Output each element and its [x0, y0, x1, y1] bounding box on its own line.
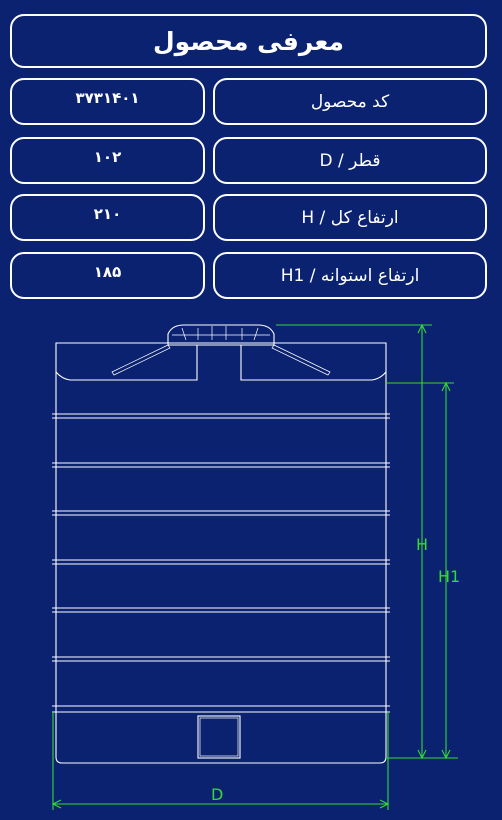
spec-label-product-code: کد محصول	[213, 78, 487, 125]
spec-value-cylinder-height: ۱۸۵	[10, 252, 205, 299]
tank-outline	[52, 325, 390, 763]
tank-drawing	[0, 318, 502, 820]
dimension-label-h: H	[416, 535, 429, 554]
dimension-lines	[53, 325, 461, 810]
spec-label-total-height: ارتفاع کل / H	[213, 194, 487, 241]
spec-label-diameter: قطر / D	[213, 137, 487, 184]
spec-label-cylinder-height: ارتفاع استوانه / H1	[213, 252, 487, 299]
dimension-label-d: D	[211, 785, 224, 804]
spec-value-total-height: ۲۱۰	[10, 194, 205, 241]
spec-value-product-code: ۳۷۳۱۴۰۱	[10, 78, 205, 125]
spec-value-diameter: ۱۰۲	[10, 137, 205, 184]
dimension-label-h1: H1	[438, 567, 461, 586]
page-title: معرفی محصول	[10, 14, 487, 68]
